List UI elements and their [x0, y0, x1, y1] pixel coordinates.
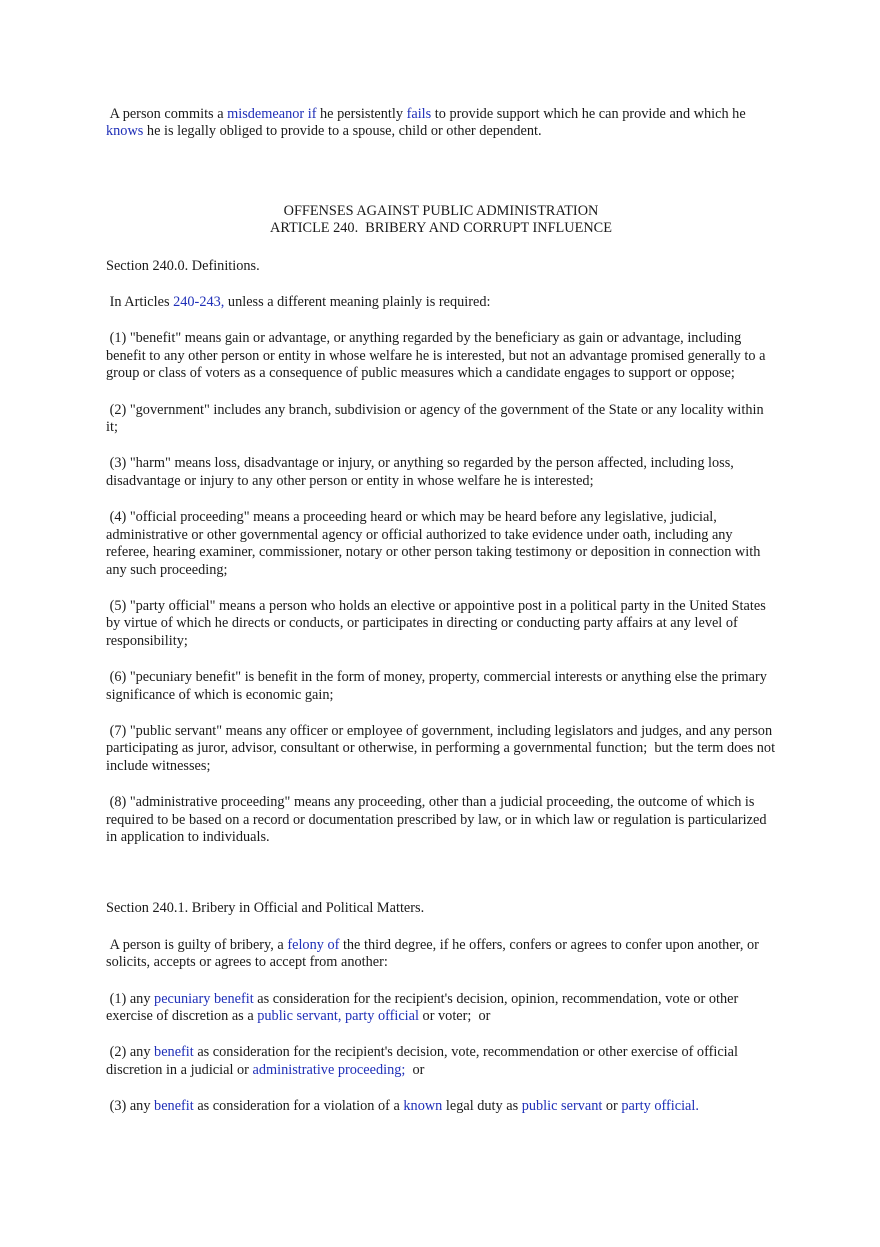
definition-4: (4) "official proceeding" means a proceeding heard or which may be heard before any legislative, judicial, administrative or other governmental agency or official authorized to take evidence under oath, including any referee, hearing examiner, commissioner, notary or other person taking testimony or deposition in connection with any such proceeding;	[106, 509, 764, 578]
link-known[interactable]: known	[403, 1098, 446, 1115]
item1-text-1: (1) any	[106, 990, 155, 1007]
heading-line-1: OFFENSES AGAINST PUBLIC ADMINISTRATION	[283, 202, 599, 219]
link-misdemeanor[interactable]: misdemeanor if	[227, 106, 321, 122]
definition-6: (6) "pecuniary benefit" is benefit in the form of money, property, commercial interests or anything else the primary significance of which is economic gain;	[106, 669, 771, 703]
definition-5: (5) "party official" means a person who holds an elective or appointive post in a political party in the United States by virtue of which he directs or conducts, or participates in directing or conducting party affairs at any level of responsibility;	[106, 597, 770, 649]
intro-text-1: A person commits a	[106, 106, 228, 122]
intro-paragraph	[106, 106, 776, 141]
item2-text-3: or	[405, 1061, 425, 1078]
bribery-item-3	[106, 1098, 776, 1115]
article-heading	[106, 203, 776, 238]
document-page	[106, 106, 779, 1116]
item3-text-2: as consideration for a violation of a	[197, 1098, 404, 1115]
bribery-item-2	[106, 1044, 776, 1079]
link-felony[interactable]: felony of	[287, 936, 343, 953]
item2-text-2: as consideration for the recipient's decision, vote, recommendation or other exercise of official discretion in a judicial or	[106, 1044, 742, 1078]
link-articles-240-243[interactable]: 240-243,	[173, 294, 228, 311]
section-240-1-lead	[106, 937, 776, 972]
definition-3: (3) "harm" means loss, disadvantage or injury, or anything so regarded by the person affected, including loss, disadvantage or injury to any other person or entity in whose welfare he is interested;	[106, 455, 738, 489]
link-party-official[interactable]: party official.	[621, 1098, 699, 1115]
link-public-servant-party-official[interactable]: public servant, party official	[257, 1008, 423, 1024]
link-public-servant[interactable]: public servant	[521, 1098, 606, 1115]
section-240-1-title: Section 240.1. Bribery in Official and Political Matters.	[106, 900, 425, 917]
link-pecuniary-benefit[interactable]: pecuniary benefit	[154, 990, 258, 1007]
definition-1: (1) "benefit" means gain or advantage, or anything regarded by the beneficiary as gain or advantage, including benefit to any other person or entity in whose welfare he is interested, but not an advantage promised generally to a group or class of voters as a consequence of public measures which a candidate engages to support or oppose;	[106, 330, 770, 382]
item3-text-4: or	[605, 1098, 622, 1115]
item1-text-3: or voter; or	[422, 1008, 491, 1024]
intro-text-2: he persistently	[320, 106, 407, 122]
section-240-0-title: Section 240.0. Definitions.	[106, 257, 260, 274]
item3-text-3: legal duty as	[445, 1098, 522, 1115]
bribery-item-1	[106, 991, 776, 1026]
intro-text-4: he is legally obliged to provide to a spouse, child or other dependent.	[146, 123, 542, 140]
heading-line-2: ARTICLE 240. BRIBERY AND CORRUPT INFLUENCE	[270, 220, 612, 237]
bribery-text-1: A person is guilty of bribery, a	[106, 936, 288, 953]
item1-text-2: as consideration for the recipient's decision, opinion, recommendation, vote or other exercise of discretion as a	[106, 990, 742, 1024]
item3-text-1: (3) any	[106, 1098, 155, 1115]
link-benefit[interactable]: benefit	[154, 1044, 198, 1061]
intro-text-3: to provide support which he can provide and which he	[434, 106, 750, 122]
lead-text-2: unless a different meaning plainly is required:	[227, 294, 491, 311]
lead-text-1: In Articles	[106, 294, 174, 311]
definition-7: (7) "public servant" means any officer or employee of government, including legislators and judges, and any person participating as juror, advisor, consultant or otherwise, in performing a governmental function; but the term does not include witnesses;	[106, 722, 779, 774]
link-knows[interactable]: knows	[106, 123, 147, 140]
definition-8: (8) "administrative proceeding" means any proceeding, other than a judicial proceeding, the outcome of which is required to be based on a record or documentation prescribed by law, or in which law or regulation is particularized in application to individuals.	[106, 794, 771, 845]
definition-2: (2) "government" includes any branch, subdivision or agency of the government of the State or any locality within it;	[106, 401, 768, 436]
link-fails[interactable]: fails	[406, 106, 435, 122]
link-benefit-2[interactable]: benefit	[154, 1098, 198, 1115]
section-240-0-lead	[106, 294, 776, 311]
item2-text-1: (2) any	[106, 1044, 155, 1061]
bribery-text-2: the third degree, if he offers, confers or agrees to confer upon another, or solicits, accepts or agrees to accept from another:	[106, 936, 763, 971]
link-administrative-proceeding[interactable]: administrative proceeding;	[252, 1061, 406, 1078]
